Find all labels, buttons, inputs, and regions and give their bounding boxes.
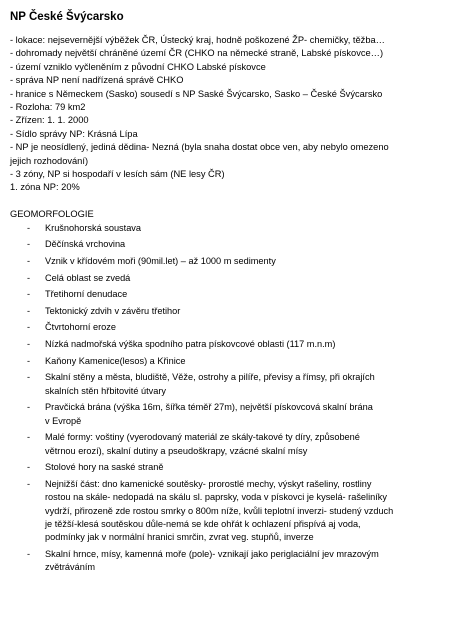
intro-item [10,168,443,181]
intro-item-continuation: jejich rozhodování) [10,155,89,166]
bullet-dash: - [27,402,31,413]
list-item [10,401,443,428]
intro-item-text: - NP je neosídlený, jediná dědina- Nezná (byla snaha dostat obce ven, aby nebylo omezeno [10,142,389,153]
bullet-dash: - [27,462,31,473]
list-item-text: Celá oblast se zvedá [45,272,131,283]
list-item-continuation: podmínky jak v normální hranici smrčin, zvrat veg. stupňů, inverze [45,532,314,543]
list-item-text: Tektonický zdvih v závěru třetihor [45,305,181,316]
intro-item-text: - dohromady největší chráněné území ČR (CHKO na německé straně, Labské pískovce…) [10,48,384,59]
list-item [10,355,443,368]
list-item [10,305,443,318]
list-item [10,338,443,351]
bullet-dash: - [27,432,31,443]
list-item-text: Nejnižší část: dno kamenické soutěsky- prorostlé mechy, výskyt rašeliny, rostliny [45,478,372,489]
list-item-text: Skalní hrnce, mísy, kamenná moře (pole)- vznikají jako periglaciální jev mrazovým [45,549,379,560]
bullet-dash: - [27,355,31,366]
list-item-text: Čtvrtohorní eroze [45,322,116,333]
intro-item-text: - Sídlo správy NP: Krásná Lípa [10,128,138,139]
intro-item [10,47,443,60]
list-item-continuation: je těžší-klesá soutěskou důle-nemá se kde ohřát k ochlazení přispívá aj voda, [45,519,361,530]
intro-item-text: - Rozloha: 79 km2 [10,102,86,113]
bullet-dash: - [27,372,31,383]
bullet-dash: - [27,256,31,267]
intro-item-text: - území vzniklo vyčleněním z původní CHKO Labské pískovce [10,61,266,72]
list-item-continuation: skalních stěn hřbitovité útvary [45,385,167,396]
list-item [10,272,443,285]
list-item-continuation: větrnou erozí), skalní dutiny a pseudoškrapy, vzácné skalní mísy [45,445,308,456]
list-item [10,238,443,251]
list-item [10,431,443,458]
intro-item [10,34,443,47]
intro-item [10,61,443,74]
list-item-text: Kaňony Kamenice(lesos) a Křinice [45,355,186,366]
list-item-continuation: vydrží, přirozeně zde rostou smrky o 800m níže, kvůli teplotní inverzi- studený vzduch [45,505,394,516]
intro-item [10,114,443,127]
bullet-dash: - [27,305,31,316]
intro-list [10,34,443,195]
list-item-continuation: v Evropě [45,415,82,426]
bullet-dash: - [27,322,31,333]
list-item-continuation: rostou na skále- nedopadá na skálu sl. paprsky, voda v pískovci je kyselá- rašeliníky [45,492,387,503]
list-item-continuation: zvětráváním [45,562,96,573]
list-item-text: Děčínská vrchovina [45,239,126,250]
list-item-text: Stolové hory na saské straně [45,462,164,473]
intro-item [10,88,443,101]
intro-item [10,74,443,87]
intro-item [10,181,443,194]
list-item-text: Malé formy: voštiny (vyerodovaný materiál ze skály-takové ty díry, způsobené [45,432,360,443]
bullet-dash: - [27,272,31,283]
intro-item [10,101,443,114]
section-spacer [10,195,443,208]
bullet-dash: - [27,222,31,233]
intro-item-text: - hranice s Německem (Sasko) sousedí s NP Saské Švýcarsko, Sasko – České Švýcarsko [10,88,383,99]
intro-item-text: - správa NP není nadřízená správě CHKO [10,75,184,86]
list-item [10,255,443,268]
bullet-dash: - [27,289,31,300]
list-item [10,288,443,301]
list-item-text: Vznik v křídovém moři (90mil.let) – až 1000 m sedimenty [45,256,276,267]
intro-item-text: 1. zóna NP: 20% [10,182,80,193]
list-item [10,461,443,474]
list-item [10,478,443,545]
intro-item [10,141,443,168]
list-item [10,371,443,398]
bullet-dash: - [27,549,31,560]
list-item-text: Skalní stěny a města, bludiště, Věže, ostrohy a pilíře, převisy a římsy, při okrajích [45,372,375,383]
list-item-text: Pravčická brána (výška 16m, šířka téměř 27m), největší pískovcová skalní brána [45,402,373,413]
bullet-dash: - [27,478,31,489]
list-item-text: Krušnohorská soustava [45,222,142,233]
list-item [10,548,443,575]
list-item-text: Třetihorní denudace [45,289,128,300]
bullet-dash: - [27,339,31,350]
intro-item [10,128,443,141]
intro-item-text: - lokace: nejsevernější výběžek ČR, Ústecký kraj, hodně poškozené ŽP- chemičky, těžba… [10,35,385,45]
intro-item-text: - 3 zóny, NP si hospodaří v lesích sám (NE lesy ČR) [10,169,225,180]
bullet-dash: - [27,239,31,250]
list-item [10,321,443,334]
document-title: NP České Švýcarsko [10,11,124,23]
list-item [10,222,443,235]
intro-item-text: - Zřízen: 1. 1. 2000 [10,115,89,126]
list-item-text: Nízká nadmořská výška spodního patra pískovcové oblasti (117 m.n.m) [45,339,336,350]
section-heading: GEOMORFOLOGIE [10,208,94,219]
geomorphology-list [10,222,443,575]
